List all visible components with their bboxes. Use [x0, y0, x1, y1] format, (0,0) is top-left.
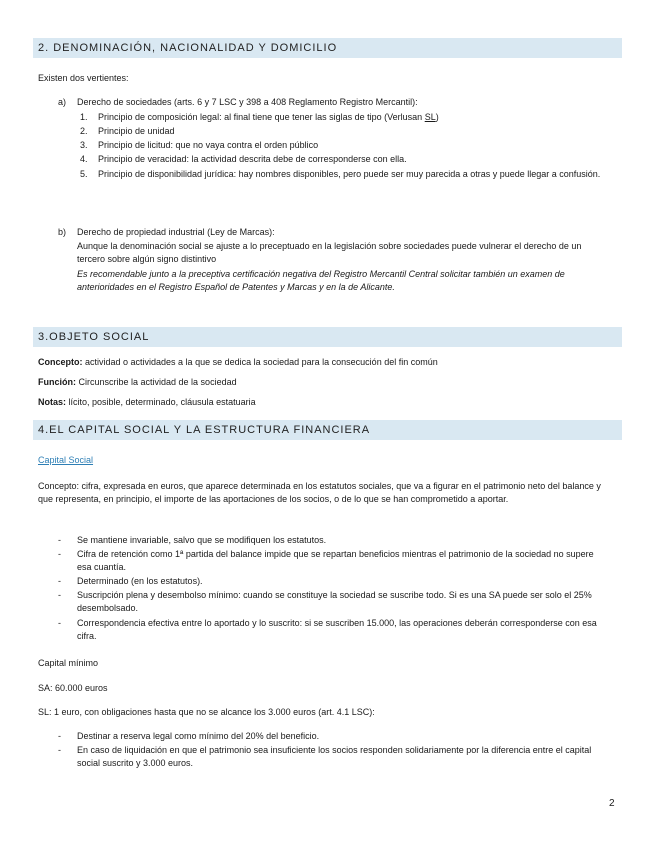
notas-line — [38, 396, 256, 408]
list-marker-a: a) — [58, 97, 67, 107]
principle-1-text: Principio de composición legal: al final tiene que tener las siglas de tipo (Verlusan — [98, 112, 425, 122]
list-item-a-title: Derecho de sociedades (arts. 6 y 7 LSC y 398 a 408 Reglamento Registro Mercantil): — [77, 97, 418, 107]
capital-minimo-heading: Capital mínimo — [38, 658, 99, 668]
principle-3: Principio de licitud: que no vaya contra el orden público — [98, 140, 319, 150]
principle-2-number: 2. — [80, 126, 88, 136]
concepto-text: actividad o actividades a la que se dedica la sociedad para la consecución del fin común — [82, 357, 438, 367]
principle-1-number: 1. — [80, 112, 88, 122]
notas-label: Notas: — [38, 397, 67, 407]
capital-bullet-4: Suscripción plena y desembolso mínimo: cuando se constituye la sociedad se suscribe todo. Si es una SA puede ser solo el 25% desembolsado. — [77, 590, 592, 613]
list-marker-b: b) — [58, 227, 67, 237]
principle-1-abbr: SL — [424, 112, 436, 122]
principle-2: Principio de unidad — [98, 126, 175, 136]
capital-concepto — [38, 480, 618, 506]
capital-concepto-text: Concepto: cifra, expresada en euros, que aparece determinada en los estatutos sociales, que va a figurar en el patrimonio neto del balance y que representa, en principio, el importe de las aportaciones de los socios, o de lo que se han comprometido a aportar. — [38, 481, 601, 504]
principle-1-close: ) — [435, 112, 439, 122]
capital-bullet-5: Correspondencia efectiva entre lo aportado y lo suscrito: si se suscriben 15.000, las operaciones deberán corresponderse con esa cifra. — [77, 618, 597, 641]
principle-1 — [98, 111, 439, 123]
funcion-text: Circunscribe la actividad de la sociedad — [76, 377, 237, 387]
list-item-b-text: Aunque la denominación social se ajuste a lo preceptuado en la legislación sobre sociedades puede vulnerar el derecho de un tercero sobre algún signo distintivo — [77, 241, 582, 264]
capital-social-link[interactable]: Capital Social — [38, 455, 94, 465]
capital-minimo-sa: SA: 60.000 euros — [38, 683, 108, 693]
bullet-dash: - — [58, 549, 61, 559]
concepto-label: Concepto: — [38, 357, 83, 367]
principle-5-number: 5. — [80, 169, 88, 179]
principle-3-number: 3. — [80, 140, 88, 150]
bullet-dash: - — [58, 731, 61, 741]
capital-bullet-2: Cifra de retención como 1ª partida del balance impide que se repartan beneficios mientras el patrimonio de la sociedad no supere esa cuantía. — [77, 549, 594, 572]
concepto-line — [38, 356, 438, 368]
bullet-dash: - — [58, 535, 61, 545]
sl-bullet-2: En caso de liquidación en que el patrimonio sea insuficiente los socios responden solidariamente por la diferencia entre el capital social suscrito y 3.000 euros. — [77, 745, 592, 768]
notas-text: lícito, posible, determinado, cláusula estatuaria — [66, 397, 256, 407]
list-item-b-note: Es recomendable junto a la preceptiva certificación negativa del Registro Mercantil Central solicitar también un examen de anterioridades en el Registro Español de Patentes y Marcas y en la de Alicante. — [77, 269, 565, 292]
principle-4: Principio de veracidad: la actividad descrita debe de corresponderse con ella. — [98, 154, 407, 164]
bullet-dash: - — [58, 745, 61, 755]
funcion-label: Función: — [38, 377, 76, 387]
principle-4-number: 4. — [80, 154, 88, 164]
list-item-b-title: Derecho de propiedad industrial (Ley de Marcas): — [77, 227, 275, 237]
funcion-line — [38, 376, 237, 388]
section-3-heading: 3.OBJETO SOCIAL — [33, 327, 622, 347]
section-2-intro: Existen dos vertientes: — [38, 73, 129, 83]
capital-minimo-sl: SL: 1 euro, con obligaciones hasta que no se alcance los 3.000 euros (art. 4.1 LSC): — [38, 707, 375, 717]
page-number: 2 — [609, 798, 615, 809]
bullet-dash: - — [58, 618, 61, 628]
capital-bullet-1: Se mantiene invariable, salvo que se modifiquen los estatutos. — [77, 535, 327, 545]
bullet-dash: - — [58, 590, 61, 600]
bullet-dash: - — [58, 576, 61, 586]
capital-bullet-3: Determinado (en los estatutos). — [77, 576, 203, 586]
section-2-heading: 2. DENOMINACIÓN, NACIONALIDAD Y DOMICILIO — [33, 38, 622, 58]
section-4-heading: 4.EL CAPITAL SOCIAL Y LA ESTRUCTURA FINANCIERA — [33, 420, 622, 440]
principle-5: Principio de disponibilidad jurídica: hay nombres disponibles, pero puede ser muy parecida a otras y puede llegar a confusión. — [98, 169, 601, 179]
sl-bullet-1: Destinar a reserva legal como mínimo del 20% del beneficio. — [77, 731, 320, 741]
